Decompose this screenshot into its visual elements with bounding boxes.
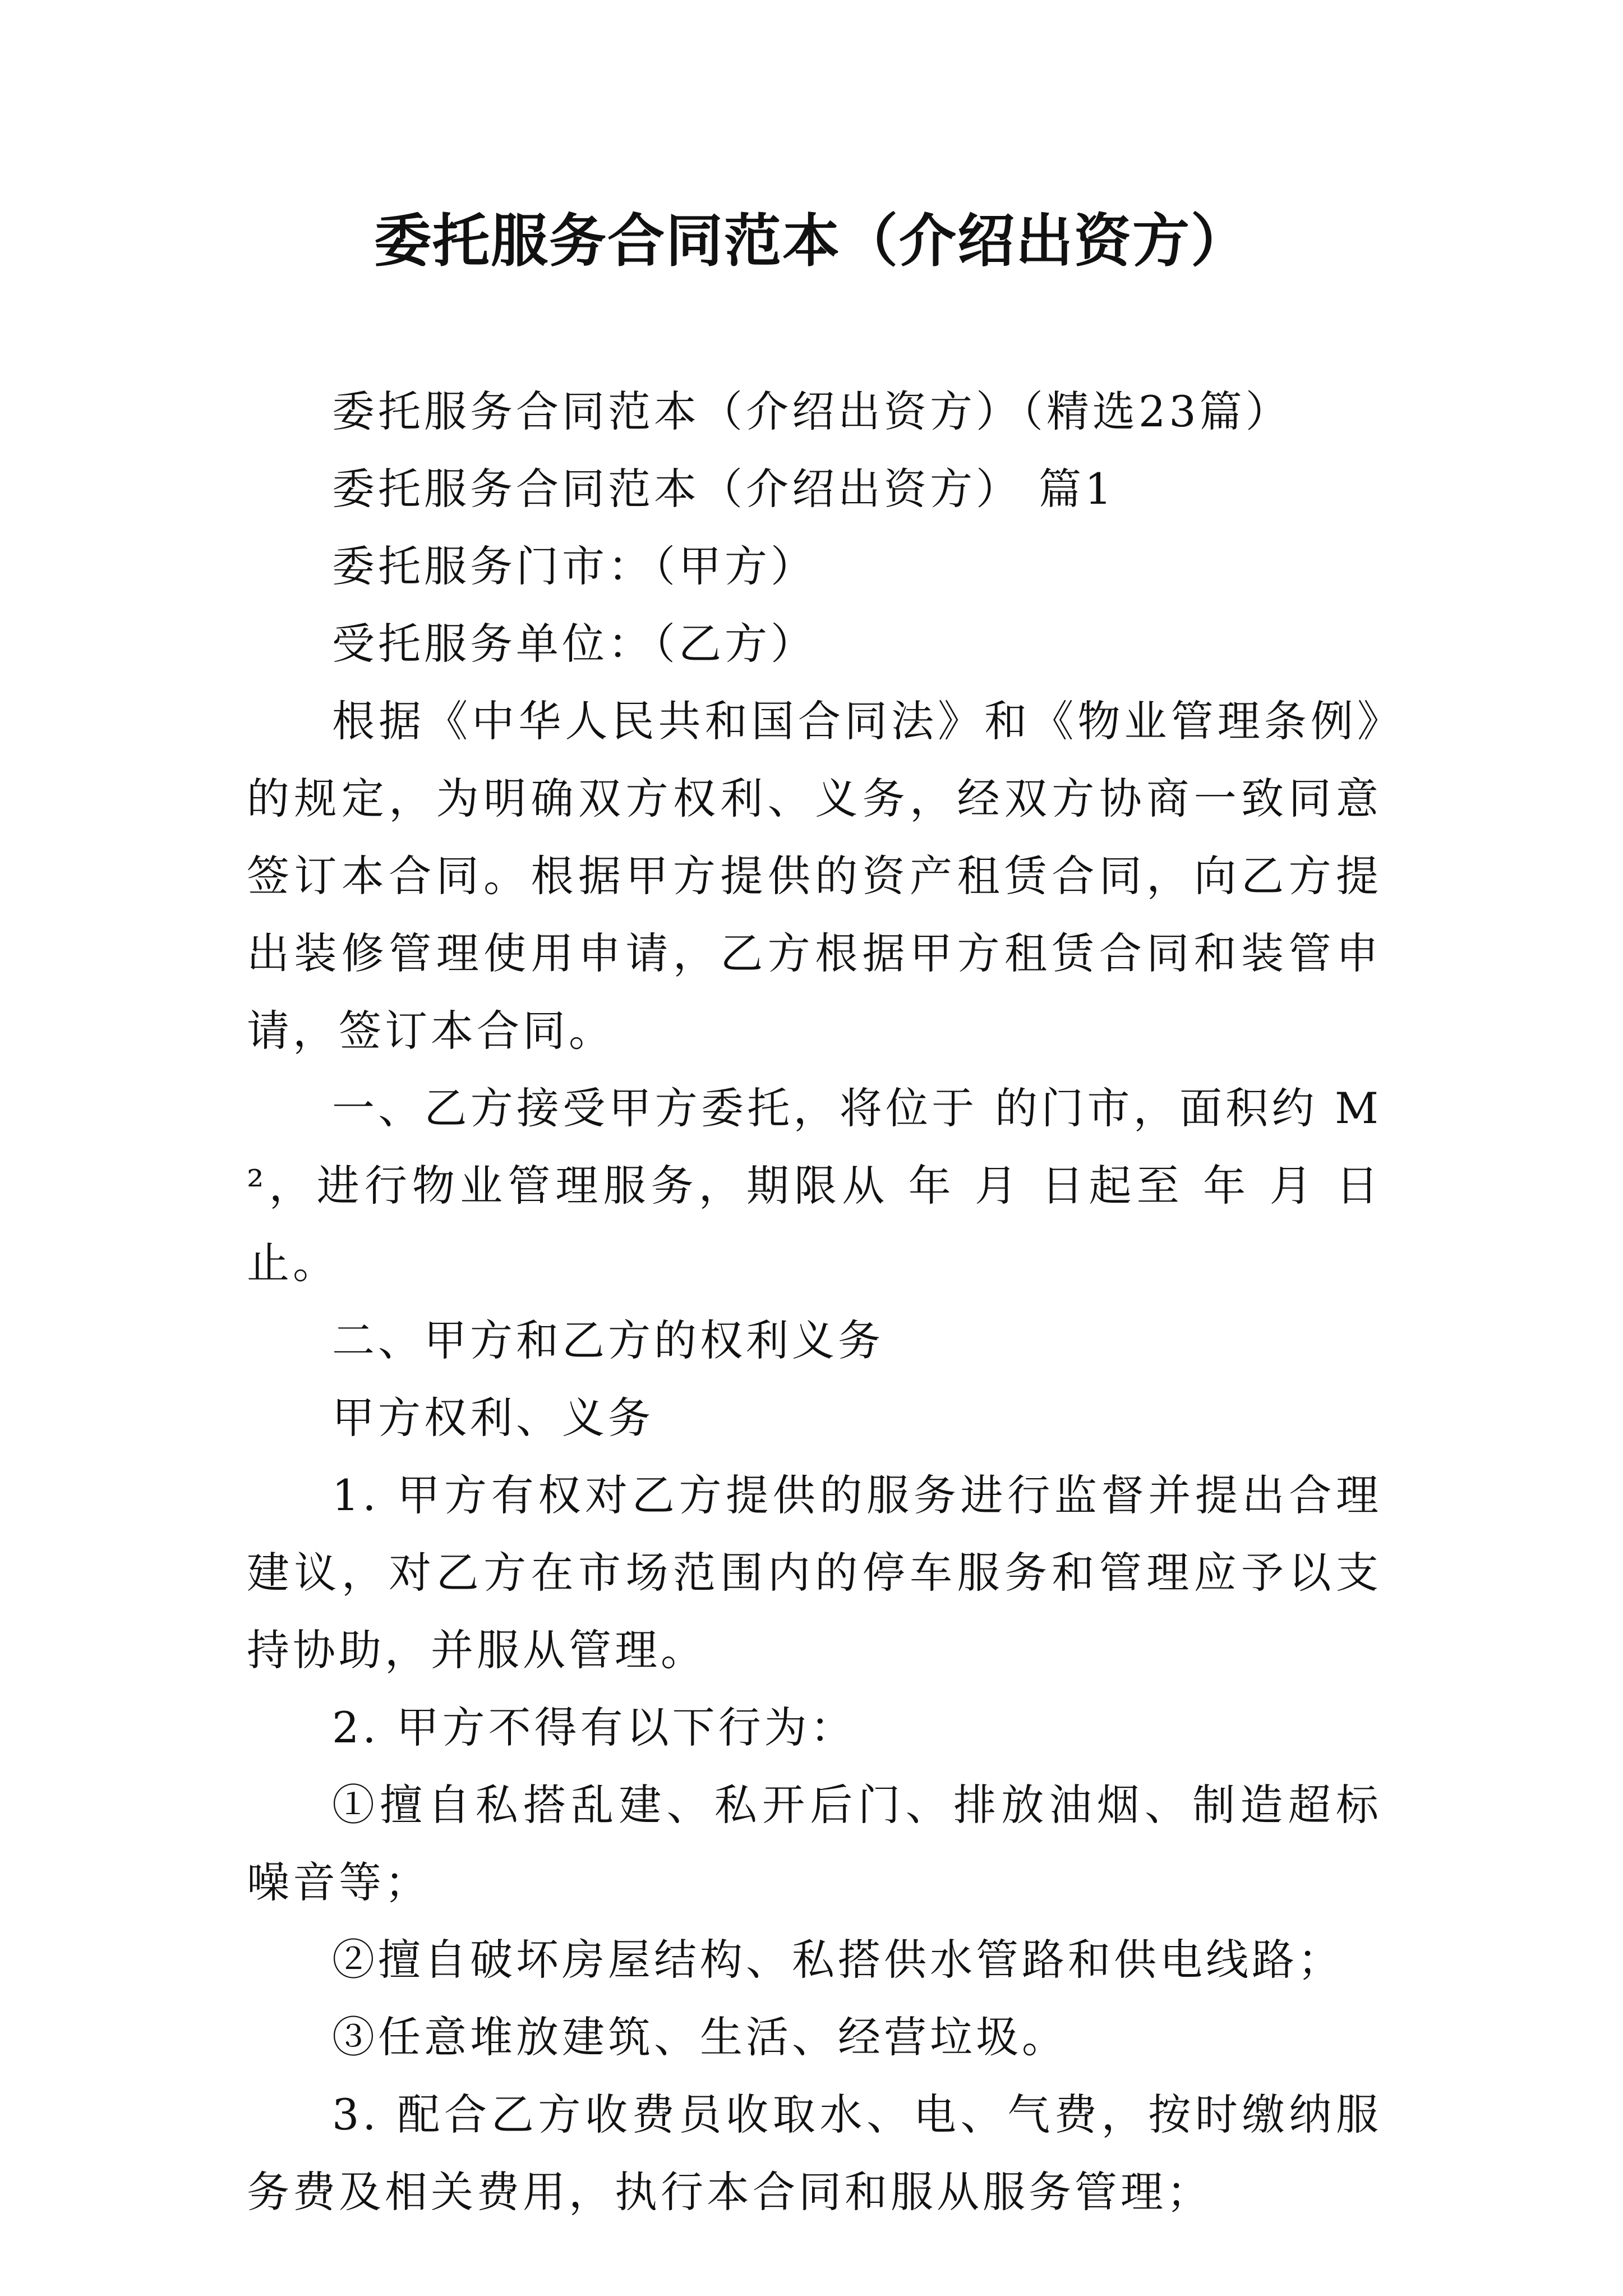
paragraph-party-b: 受托服务单位：（乙方） (332, 619, 817, 669)
paragraph-party-a: 委托服务门市：（甲方） (332, 541, 817, 591)
paragraph-subtitle-selection: 委托服务合同范本（介绍出资方）（精选23篇） (332, 386, 1292, 436)
paragraph-prohibited-1: ①擅自私搭乱建、私开后门、排放油烟、制造超标噪音等； (247, 1780, 1382, 1907)
paragraph-rights-item-1: 1. 甲方有权对乙方提供的服务进行监督并提出合理建议，对乙方在市场范围内的停车服务和管理应予以支持协助，并服从管理。 (247, 1470, 1382, 1675)
paragraph-section-2-heading: 二、甲方和乙方的权利义务 (332, 1315, 884, 1365)
paragraph-prohibited-3: ③任意堆放建筑、生活、经营垃圾。 (332, 2012, 1068, 2062)
paragraph-part-1-heading: 委托服务合同范本（介绍出资方） 篇1 (332, 464, 1115, 514)
paragraph-legal-basis: 根据《中华人民共和国合同法》和《物业管理条例》的规定，为明确双方权利、义务，经双方协商一致同意签订本合同。根据甲方提供的资产租赁合同，向乙方提出装修管理使用申请，乙方根据甲方租赁合同和装管申请，签订本合同。 (247, 696, 1382, 1056)
paragraph-rights-item-3: 3. 配合乙方收费员收取水、电、气费，按时缴纳服务费及相关费用，执行本合同和服从服务管理； (247, 2090, 1382, 2217)
document-title: 委托服务合同范本（介绍出资方） (374, 208, 1249, 275)
paragraph-party-a-rights-heading: 甲方权利、义务 (332, 1393, 654, 1443)
document-body (247, 373, 1382, 2231)
paragraph-prohibited-2: ②擅自破坏房屋结构、私搭供水管路和供电线路； (332, 1935, 1344, 1985)
paragraph-section-1: 一、乙方接受甲方委托，将位于 的门市，面积约 M²，进行物业管理服务，期限从 年 月 日起至 年 月 日止。 (247, 1083, 1382, 1288)
paragraph-rights-item-2: 2. 甲方不得有以下行为： (332, 1703, 856, 1752)
